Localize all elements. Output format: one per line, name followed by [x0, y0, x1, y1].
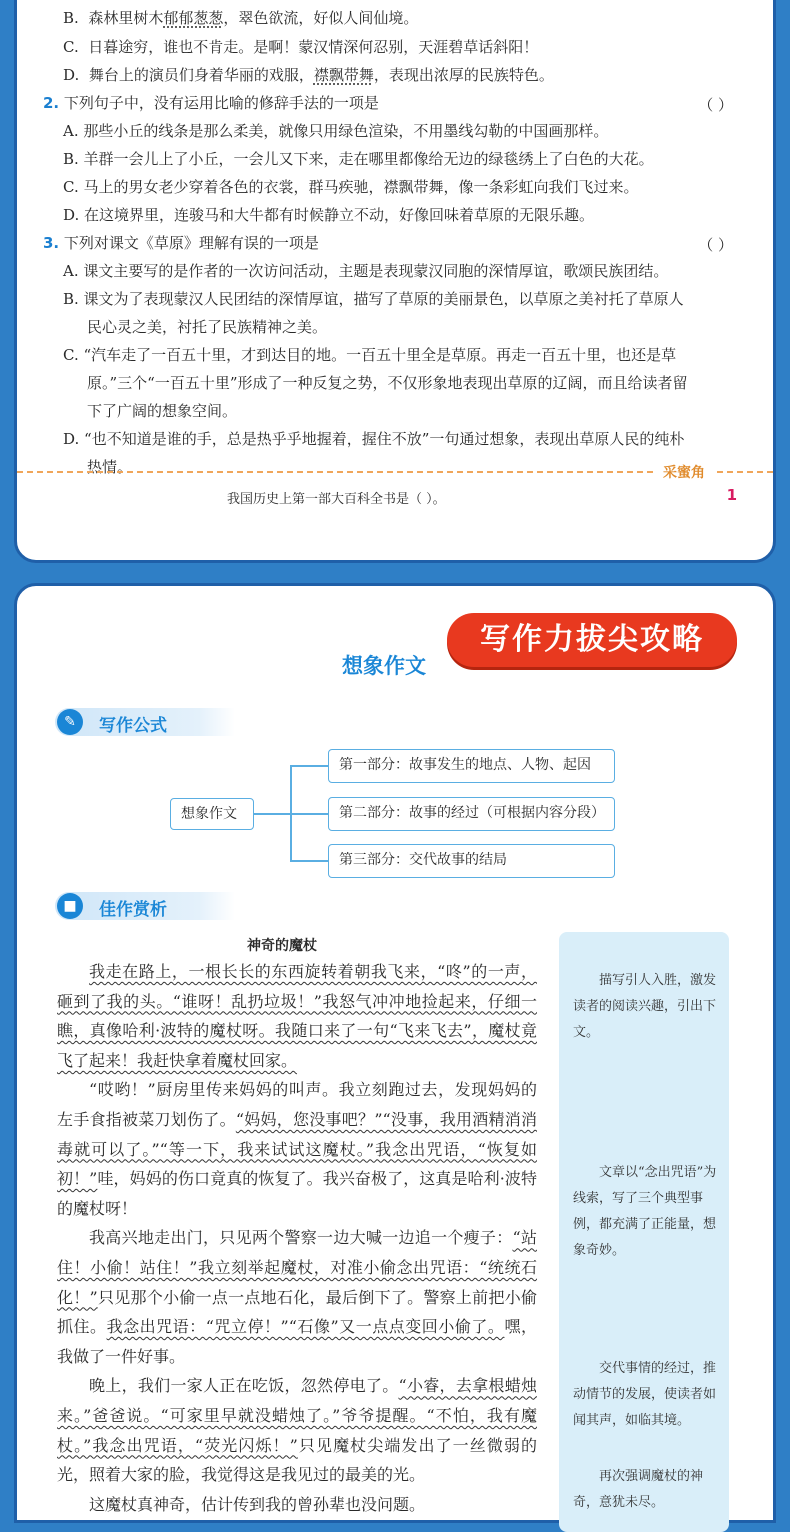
essay-title: 神奇的魔杖 — [247, 938, 317, 954]
q2-option-c: C. 马上的男女老少穿着各色的衣裳，群马疾驰，襟飘带舞，像一条彩虹向我们飞过来。 — [63, 178, 639, 196]
connector-line — [290, 860, 328, 862]
option-label: D. — [63, 66, 80, 84]
question-text: 下列句子中，没有运用比喻的修辞手法的一项是 — [63, 94, 379, 112]
option-text: 舞台上的演员们身着华丽的戏服， — [88, 66, 314, 84]
underlined-segment: “站住！小偷！站住！”我立刻举起魔杖，对准小偷念出咒语：“统统石化！” — [57, 1228, 537, 1307]
q3-option-c-cont: 原。”三个“一百五十里”形成了一种反复之势，不仅形象地表现出草原的辽阔，而且给读者留 — [87, 374, 688, 392]
connector-line — [290, 813, 328, 815]
q3-option-c: C. “汽车走了一百五十里，才到达目的地。一百五十里全是草原。再走一百五十里，也还是草 — [63, 346, 677, 364]
essay-body — [57, 957, 537, 1519]
formula-heading-label: 写作公式 — [99, 716, 167, 736]
appreciation-heading — [55, 892, 235, 920]
q3-option-d: D. “也不知道是谁的手，总是热乎乎地握着，握住不放”一句通过想象，表现出草原人民的纯朴 — [63, 430, 685, 448]
underlined-segment: “妈妈，您没事吧？”“没事，我用酒精消消毒就可以了。”“等一下，我来试试这魔杖。”我念出咒语，“恢复如初！” — [57, 1109, 537, 1189]
section-banner: 写作力拔尖攻略 — [447, 613, 737, 667]
annotation-note: 交代事情的经过，推动情节的发展，使读者如闻其声，如临其境。 — [573, 1361, 717, 1428]
pencil-note-icon: ✎ — [57, 709, 83, 735]
essay-paragraph — [57, 1371, 537, 1489]
q3-option-a: A. 课文主要写的是作者的一次访问活动，主题是表现蒙汉同胞的深情厚谊，歌颂民族团结。 — [63, 262, 669, 280]
q3-option-d-cont: 热情。 — [87, 458, 133, 476]
option-text: ，表现出浓厚的民族特色。 — [373, 66, 554, 84]
q2-option-a: A. 那些小丘的线条是那么柔美，就像只用绿色渲染，不用墨线勾勒的中国画那样。 — [63, 122, 609, 140]
essay-paragraph — [57, 1075, 537, 1223]
essay-segment: 嘿，我做了一件好事。 — [57, 1317, 537, 1366]
annotation-note: 描写引人入胜，激发读者的阅读兴趣，引出下文。 — [573, 973, 717, 1040]
underlined-segment: 我念出咒语：“咒立停！”“石像”又一点点变回小偷了。 — [106, 1317, 505, 1337]
question-number: 2. — [43, 94, 60, 112]
trivia-question: 我国历史上第一部大百科全书是（ ）。 — [227, 492, 446, 507]
answer-blank[interactable]: （ ） — [698, 96, 733, 114]
q2-option-d: D. 在这境界里，连骏马和大牛都有时候静立不动，好像回味着草原的无限乐趣。 — [63, 206, 595, 224]
essay-paragraph — [57, 1490, 537, 1520]
annotation-note: 文章以“念出咒语”为线索，写了三个典型事例，都充满了正能量，想象奇妙。 — [573, 1165, 717, 1258]
honey-corner-tag: 采蜜角 — [653, 460, 715, 484]
essay-segment: 这魔杖真神奇，估计传到我的曾孙辈也没问题。 — [89, 1494, 426, 1514]
worksheet-page-2 — [14, 583, 776, 1523]
essay-segment: 只见魔杖尖端发出了一丝微弱的光，照着大家的脸，我觉得这是我见过的最美的光。 — [57, 1435, 537, 1485]
essay-paragraph — [57, 1223, 537, 1371]
underlined-segment: 我走在路上，一根长长的东西旋转着朝我飞来，“咚”的一声，砸到了我的头。“谁呀！乱扔垃圾！”我怒气冲冲地捡起来，仔细一瞧，真像哈利·波特的魔杖呀。我随口来了一句“飞来飞去”，魔杖竟飞了起来！我赶快拿着魔杖回家。 — [57, 962, 537, 1070]
section-title: 想象作文 — [342, 654, 426, 678]
essay-paragraph — [57, 957, 537, 1075]
question-2 — [43, 94, 379, 112]
page-number: 1 — [726, 486, 737, 504]
annotation-note: 再次强调魔杖的神奇，意犹未尽。 — [573, 1469, 704, 1510]
camera-icon: ■ — [57, 893, 83, 919]
question-number: 3. — [43, 234, 60, 252]
answer-blank[interactable]: （ ） — [698, 236, 733, 254]
formula-center-box: 想象作文 — [170, 798, 254, 830]
q2-option-b: B. 羊群一会儿上了小丘，一会儿又下来，走在哪里都像给无边的绿毯绣上了白色的大花。 — [63, 150, 654, 168]
formula-heading — [55, 708, 235, 736]
question-3 — [43, 234, 319, 252]
annotation-sidebar — [559, 932, 729, 1532]
q1-option-b — [63, 9, 418, 27]
essay-segment: 我高兴地走出门，只见两个警察一边大喊一边追一个瘦子： — [89, 1228, 513, 1248]
option-text: ，翠色欲流，好似人间仙境。 — [223, 9, 419, 27]
option-text: 森林里树木 — [88, 9, 164, 27]
dotted-phrase: 襟飘带舞 — [313, 66, 374, 84]
formula-part-3: 第三部分：交代故事的结局 — [328, 844, 615, 878]
question-text: 下列对课文《草原》理解有误的一项是 — [63, 234, 319, 252]
worksheet-page-1 — [14, 0, 776, 563]
q3-option-c-cont: 下了广阔的想象空间。 — [87, 402, 238, 420]
appreciation-heading-label: 佳作赏析 — [99, 900, 167, 920]
option-text: 日暮途穷，谁也不肯走。是啊！蒙汉情深何忍别，天涯碧草话斜阳！ — [88, 38, 539, 56]
underlined-segment: “小睿，去拿根蜡烛来。”爸爸说。“可家里早就没蜡烛了。”爷爷提醒。“不怕，我有魔杖。”我念出咒语，“荧光闪烁！” — [57, 1376, 537, 1455]
q3-option-b-cont: 民心灵之美，衬托了民族精神之美。 — [87, 318, 328, 336]
formula-part-2: 第二部分：故事的经过（可根据内容分段） — [328, 797, 615, 831]
essay-segment: 哇，妈妈的伤口竟真的恢复了。我兴奋极了，这真是哈利·波特的魔杖呀！ — [57, 1169, 537, 1218]
q1-option-d — [63, 66, 554, 84]
essay-segment: 晚上，我们一家人正在吃饭，忽然停电了。 — [89, 1376, 399, 1396]
formula-part-1: 第一部分：故事发生的地点、人物、起因 — [328, 749, 615, 783]
q3-option-b: B. 课文为了表现蒙汉人民团结的深情厚谊，描写了草原的美丽景色，以草原之美衬托了草原人 — [63, 290, 684, 308]
option-label: C. — [63, 38, 79, 56]
option-label: B. — [63, 9, 79, 27]
connector-line — [290, 765, 328, 767]
essay-segment: “哎哟！”厨房里传来妈妈的叫声。我立刻跑过去，发现妈妈的左手食指被菜刀划伤了。 — [57, 1080, 537, 1129]
essay-segment: 只见那个小偷一点一点地石化，最后倒下了。警察上前把小偷抓住。 — [57, 1287, 537, 1337]
dotted-phrase: 郁郁葱葱 — [163, 9, 224, 27]
connector-line — [254, 813, 290, 815]
q1-option-c — [63, 38, 538, 56]
